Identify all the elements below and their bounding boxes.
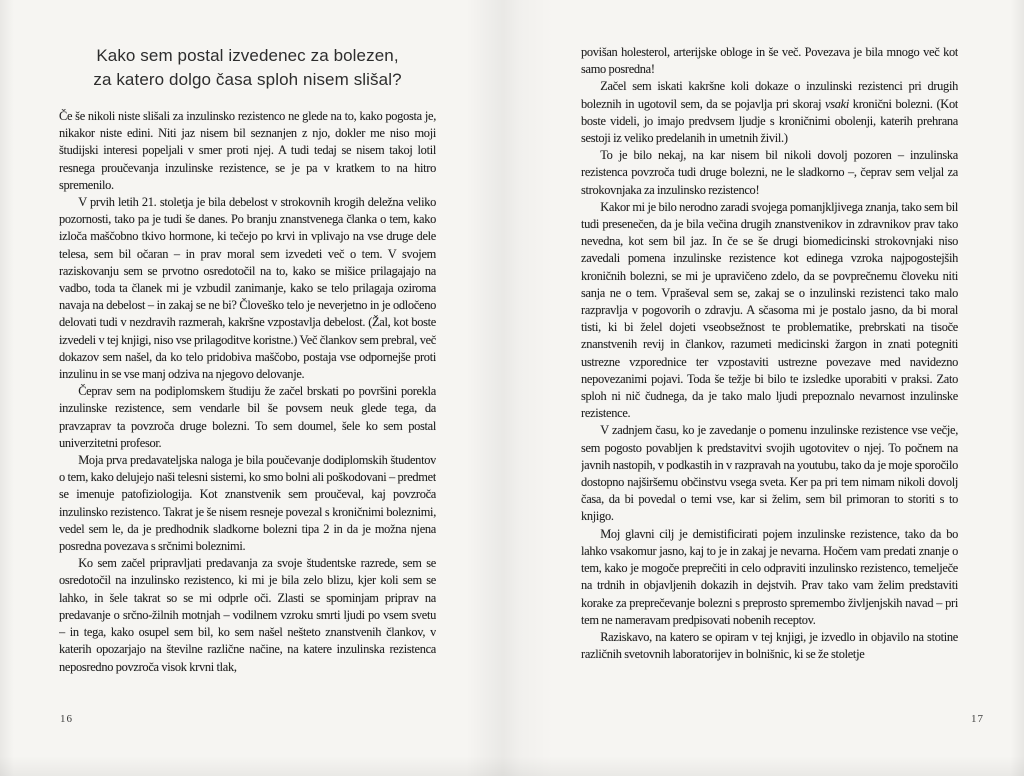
text-run: To je bilo nekaj, na kar nisem bil nikoli dovolj pozoren – inzulinska rezistenca povzroča tudi druge bolezni, ne le sladkorno –, čeprav sem veljal za strokovnjaka za inzulinsko rezistenco! [581,148,958,197]
paragraph [59,555,436,675]
paper-edge-bottom [0,756,1024,776]
paper-edge-right [1010,0,1024,776]
paragraph [581,629,958,663]
right-page [581,44,958,712]
text-run: V zadnjem času, ko je zavedanje o pomenu inzulinske rezistence vse večje, sem pogosto povabljen k predstavitvi svojih ugotovitev o njej. To počnem na javnih nastopih, v podkastih in v razpravah na youtubu, tako da je moje sporočilo dostopno najširšemu občinstvu vsega sveta. Ker pa pri tem nimam nikoli dovolj časa, da bi povedal o temi vse, kar si želim, sem bil primoran to storiti s to knjigo. [581,423,958,524]
text-run: Raziskavo, na katero se opiram v tej knjigi, je izvedlo in objavilo na stotine različnih svetovnih laboratorijev in bolnišnic, ki se že stoletje [581,629,958,662]
paragraph [59,108,436,194]
text-run: Če še nikoli niste slišali za inzulinsko rezistenco ne glede na to, kako pogosta je, nikakor niste edini. Niti jaz nisem bil seznanjen z njo, dokler me niso moji študijski interesi popeljali v smer proti njej. A tudi tedaj se nisem takoj lotil resnega proučevanja inzulinske rezistence, se je pa v kratkem to na hitro spremenilo. [59,109,436,192]
paragraph [59,452,436,555]
paragraph [581,44,958,78]
text-run: V prvih letih 21. stoletja je bila debelost v strokovnih krogih deležna veliko pozornosti, tako pa je tudi še danes. Po branju znanstvenega članka o tem, kako izloča maščobno tkivo hormone, ki tečejo po krvi in vplivajo na vse druge dele telesa, sem bil očaran – in prav moral sem izvedeti več o tem. V svojem raziskovanju sem se prvotno osredotočil na to, kako se mišice prilagajajo na vadbo, toda ta članek mi je vzbudil zanimanje, kako se telo prilagaja oziroma navaja na debelost – in zakaj se ne bi? Človeško telo je neverjetno in je odločeno delovati tudi v nezdravih razmerah, kakršne vzpostavlja debelost. (Žal, kot boste izvedeli v tej knjigi, niso vse prilagoditve koristne.) Več člankov sem prebral, več dokazov sem našel, da ko telo pridobiva maščobo, postaja vse odpornejše proti inzulinu in se vse manj odziva na njegovo delovanje. [59,195,436,382]
paragraph [581,78,958,147]
text-run: kronični bolezni. (Kot boste videli, jo imajo predvsem ljudje s kroničnimi obolenji, katerih prehrana sestoji iz veliko predelanih in umetnih živil.) [581,96,958,146]
paragraph [59,194,436,383]
text-run: Moja prva predavateljska naloga je bila poučevanje dodiplomskih študentov o tem, kako delujejo naši telesni sistemi, ko smo bolni ali poškodovani – predmet se imenuje patofiziologija. Kot znanstvenik sem proučeval, kaj povzroča inzulinsko rezistenco. Takrat je še nisem resneje povezal s kroničnimi boleznimi, vedel sem le, da je predhodnik sladkorne bolezni tipa 2 in da je možna njena posredna povezava s srčnimi boleznimi. [59,453,436,554]
text-run: Čeprav sem na podiplomskem študiju že začel brskati po površini porekla inzulinske rezistence, sem vendarle bil še povsem neuk glede tega, da pravzaprav ta povzroča druge bolezni. To sem doumel, šele ko sem postal univerzitetni profesor. [59,384,436,450]
left-page-body [59,108,436,708]
paragraph [59,383,436,452]
text-run: povišan holesterol, arterijske obloge in še več. Povezava je bila mnogo več kot samo posredna! [581,45,958,77]
paragraph [581,199,958,423]
chapter-title-line1: Kako sem postal izvedenec za bolezen, [96,46,399,65]
text-run: Moj glavni cilj je demistificirati pojem inzulinske rezistence, tako da bo lahko vsakomur jasno, kaj to je in zakaj je nevarna. Hočem vam predati znanje o tem, kako je mogoče preprečiti in celo odpraviti inzulinsko rezistenco, temelječe na trdnih in objavljenih dokazih in dejstvih. Prav tako vam želim predstaviti korake za preprečevanje bolezni s preprosto spremembo življenjskih navad – pri tem ne nameravam predpisovati nobenih receptov. [581,526,958,627]
paper-edge-left [0,0,14,776]
left-page [59,44,436,708]
italic-emphasis: vsaki [825,96,849,111]
chapter-title-line2: za katero dolgo časa sploh nisem slišal? [93,70,402,89]
text-run: Kakor mi je bilo nerodno zaradi svojega pomanjkljivega znanja, tako sem bil tudi presenečen, da je bila večina drugih znanstvenikov in zdravnikov prav tako nevedna, kot sem bil jaz. In če se še drugi biomedicinski strokovnjaki niso zavedali pomena inzulinske rezistence kot edinega vzroka najpogostejših kroničnih bolezni, se mi je upravičeno zdelo, da se povprečnemu človeku niti sanja ne o tem. Vpraševal sem se, zakaj se o inzulinski rezistenci tako malo razpravlja v pogovorih o zdravju. A sčasoma mi je postalo jasno, da bi moral tisti, ki bi želel dojeti vseobsežnost te problematike, prebrskati na tisoče znanstvenih revij in člankov, razumeti medicinski žargon in znati potegniti ustrezne vzporednice ter vzpostaviti ustrezne povezave med navidezno nepovezanimi pojavi. Toda še težje bi bilo te izsledke uporabiti v praksi. Zato sploh ni nič čudnega, da je tako malo ljudi prepoznalo nevarnost inzulinske rezistence. [581,199,958,421]
text-run: Začel sem iskati kakršne koli dokaze o inzulinski rezistenci pri drugih boleznih in ugotovil sem, da se pojavlja pri skoraj [581,79,958,111]
right-page-body [581,44,958,712]
paragraph [581,422,958,525]
chapter-title [59,44,436,92]
page-number-left: 16 [60,713,73,725]
paragraph [581,526,958,629]
paragraph [581,147,958,199]
page-number-right: 17 [971,713,984,725]
text-run: Ko sem začel pripravljati predavanja za svoje študentske razrede, sem se osredotočil na inzulinsko rezistenco, ki mi je bila zelo blizu, kjer koli sem se lahko, in šele takrat so se mi odprle oči. Zlasti se spominjam priprav na predavanje o srčno-žilnih motnjah – vodilnem vzroku smrti ljudi po vsem svetu – in tega, kako osupel sem bil, ko sem našel nešteto znanstvenih člankov, v katerih opozarjajo na številne različne načine, na katere inzulinska rezistenca neposredno povzroča visok krvni tlak, [59,556,436,674]
page-gutter-shadow [466,0,554,776]
